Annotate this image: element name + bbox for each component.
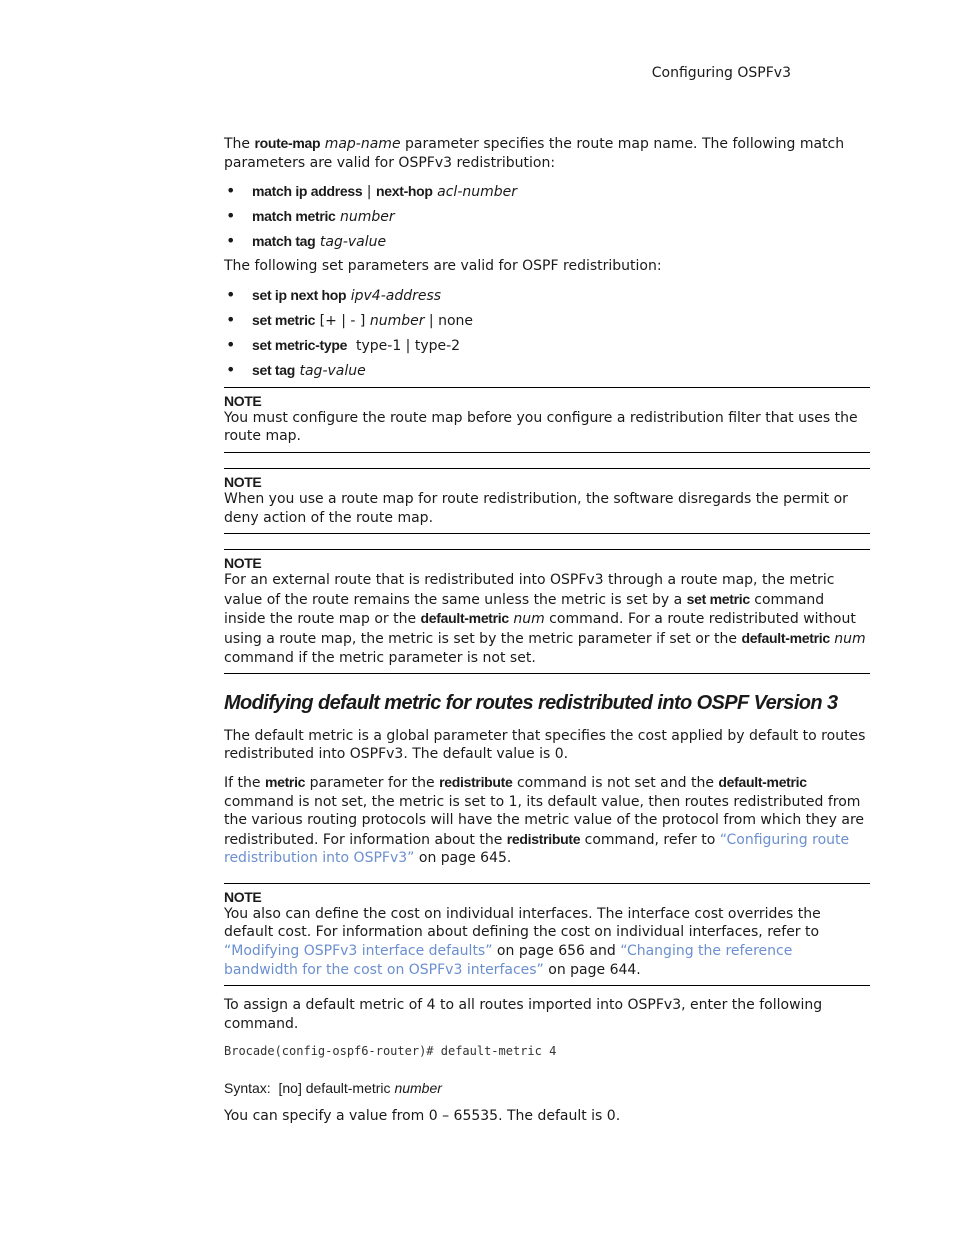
note-label: NOTE <box>224 392 262 409</box>
note-text: You must configure the route map before you configure a redistribution filter that uses the route map. <box>224 409 858 445</box>
note-text: For an external route that is redistributed into OSPFv3 through a route map, the metric value of the route remains the same unless the metric is set by a set metric command inside the route map or the default-metric num command. For a route redistributed without using a route map, the metric is set by the metric parameter if set or the default-metric num command if the metric parameter is not set. <box>224 572 866 666</box>
list-item: • set metric [+ | - ] number | none <box>224 311 870 336</box>
note-label: NOTE <box>224 473 262 490</box>
note-box <box>224 387 870 453</box>
section-heading: Modifying default metric for routes redistributed into OSPF Version 3 <box>224 692 838 715</box>
note-label: NOTE <box>224 888 262 905</box>
body-paragraph: You can specify a value from 0 – 65535. The default is 0. <box>224 1108 621 1125</box>
page-content <box>224 134 870 1126</box>
set-intro-paragraph: The following set parameters are valid for OSPF redistribution: <box>224 258 662 275</box>
note-label: NOTE <box>224 555 262 572</box>
list-item: • match ip address | next-hop acl-number <box>224 182 870 207</box>
list-item: • set ip next hop ipv4-address <box>224 286 870 311</box>
list-item: • set tag tag-value <box>224 361 870 386</box>
body-paragraph: If the metric parameter for the redistribute command is not set and the default-metric command is not set, the metric is set to 1, its default value, then routes redistributed from the various routing protocols will have the metric value of the protocol from which they are redistributed. For information about the redistribute command, refer to “Configuring route redistribution into OSPFv3” on page 645. <box>224 773 865 867</box>
intro-paragraph: The route-map map-name parameter specifies the route map name. The following match parameters are valid for OSPFv3 redistribution: <box>224 135 845 171</box>
list-item: • set metric-type type-1 | type-2 <box>224 336 870 361</box>
syntax-line: Syntax: [no] default-metric number <box>224 1080 442 1097</box>
match-parameter-list <box>224 182 870 257</box>
cross-reference-link[interactable]: “Changing the reference bandwidth for the cost on OSPFv3 interfaces” <box>224 943 793 978</box>
note-text: You also can define the cost on individual interfaces. The interface cost overrides the default cost. For information about defining the cost on individual interfaces, refer to “Modifying OSPFv3 interface defaults” on page 656 and “Changing the reference bandwidth for the cost on OSPFv3 interfaces” on page 644. <box>224 905 821 978</box>
set-parameter-list <box>224 286 870 386</box>
note-box <box>224 468 870 534</box>
body-paragraph: To assign a default metric of 4 to all routes imported into OSPFv3, enter the following command. <box>224 997 823 1032</box>
body-paragraph: The default metric is a global parameter that specifies the cost applied by default to routes redistributed into OSPFv3. The default value is 0. <box>224 727 866 763</box>
list-item: • match metric number <box>224 207 870 232</box>
cross-reference-link[interactable]: “Configuring route redistribution into OSPFv3” <box>224 831 850 867</box>
note-box <box>224 549 870 674</box>
note-text: When you use a route map for route redistribution, the software disregards the permit or deny action of the route map. <box>224 490 848 526</box>
running-header: Configuring OSPFv3 <box>651 65 791 81</box>
list-item: • match tag tag-value <box>224 232 870 257</box>
cross-reference-link[interactable]: “Modifying OSPFv3 interface defaults” <box>224 943 493 960</box>
code-example: Brocade(config-ospf6-router)# default-metric 4 <box>224 1044 557 1059</box>
note-box <box>224 883 870 986</box>
